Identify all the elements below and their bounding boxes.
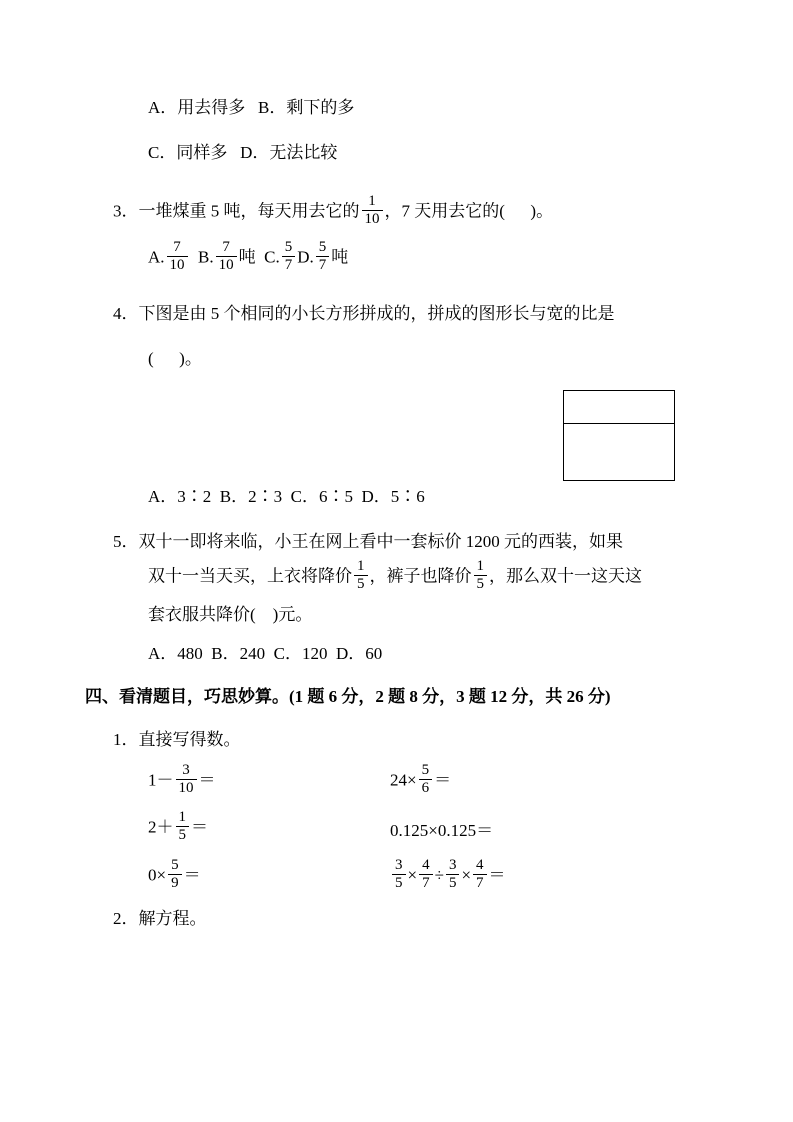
fraction-5-7 (282, 239, 296, 275)
q3-option-a-label: A. (148, 247, 165, 267)
fraction-numerator: 4 (419, 857, 433, 875)
fraction-numerator: 5 (282, 239, 296, 257)
calc-pre: 2＋ (148, 817, 174, 837)
fraction-numerator: 1 (354, 558, 368, 576)
fraction-denominator: 7 (476, 874, 484, 891)
calc-expression-decimal-multiply: 0.125×0.125＝ (390, 821, 494, 841)
question-2-options-row-2 (148, 140, 793, 165)
option-gap (227, 143, 240, 162)
option-gap (245, 98, 258, 117)
fraction-5-9 (168, 857, 182, 893)
fraction-denominator: 7 (284, 256, 293, 273)
section-4-item-2-title: 2．解方程。 (113, 909, 207, 928)
fraction-numerator: 1 (362, 193, 383, 211)
question-4-options: A．3∶2 B．2∶3 C．6∶5 D．5∶6 (148, 487, 425, 506)
question-5-options: A．480 B．240 C．120 D．60 (148, 643, 383, 663)
q3-option-b-unit: 吨 (238, 247, 256, 267)
fraction-1-5 (176, 809, 190, 845)
fraction-numerator: 1 (474, 558, 488, 576)
q2-option-c: C．同样多 (148, 143, 228, 162)
question-4-stem-line-2: ( )。 (148, 349, 202, 368)
equals-sign: ＝ (191, 817, 208, 837)
fraction-numerator: 5 (316, 239, 330, 257)
fraction-denominator: 5 (357, 576, 365, 593)
fraction-denominator: 6 (421, 779, 430, 796)
figure-top-rectangle (563, 390, 675, 424)
fraction-7-10 (216, 239, 237, 275)
fraction-numerator: 4 (473, 857, 487, 875)
calc-row-1 (148, 761, 793, 800)
figure-bottom-rectangle (563, 424, 675, 481)
calc-pre: 0× (148, 865, 167, 885)
question-5-stem-line-3: 套衣服共降价( )元。 (148, 604, 313, 624)
calc-expression-fraction-chain (390, 856, 506, 895)
q3-option-d-label: D. (297, 247, 314, 267)
equals-sign: ＝ (198, 770, 216, 790)
question-3-options (148, 238, 793, 277)
fraction-denominator: 7 (318, 256, 327, 273)
q3-option-b-label: B. (189, 247, 214, 267)
fraction-numerator: 3 (446, 857, 460, 875)
q3-stem-pre: 3．一堆煤重 5 吨，每天用去它的 (113, 201, 360, 221)
fraction-1-5 (354, 558, 368, 594)
section-4-item-1-title: 1．直接写得数。 (113, 729, 241, 749)
q3-option-d-unit: 吨 (331, 247, 349, 267)
fraction-4-7 (419, 857, 433, 893)
calc-pre: 24× (390, 770, 417, 790)
q2-option-b: B．剩下的多 (258, 98, 355, 117)
fraction-7-10 (167, 239, 188, 275)
fraction-numerator: 5 (419, 762, 433, 780)
fraction-3-5 (446, 857, 460, 893)
q5-line2-pre: 双十一当天买，上衣将降价 (148, 566, 352, 586)
rectangles-figure (563, 390, 675, 482)
question-5-stem-line-2 (148, 560, 793, 596)
question-5-stem-line-1: 5．双十一即将来临，小王在网上看中一套标价 1200 元的西装，如果 (113, 532, 623, 551)
equals-sign: ＝ (434, 770, 452, 790)
calc-pre: 1－ (148, 770, 174, 790)
multiply-sign: × (407, 865, 418, 885)
fraction-denominator: 10 (364, 211, 380, 228)
fraction-denominator: 10 (218, 256, 234, 273)
fraction-numerator: 3 (176, 762, 197, 780)
section-4-heading: 四、看清题目，巧思妙算。(1 题 6 分，2 题 8 分，3 题 12 分，共 26 分) (85, 686, 611, 706)
fraction-denominator: 5 (448, 874, 457, 891)
multiply-sign: × (461, 865, 472, 885)
fraction-5-6 (419, 762, 433, 798)
fraction-denominator: 10 (169, 256, 185, 273)
equals-sign: ＝ (183, 865, 201, 885)
q5-line2-mid: ，裤子也降价 (369, 566, 472, 586)
fraction-numerator: 7 (216, 239, 237, 257)
fraction-3-10 (176, 762, 197, 798)
question-3-stem (113, 195, 793, 231)
equals-sign: ＝ (488, 865, 506, 885)
fraction-1-5 (474, 558, 488, 594)
calc-row-2 (148, 811, 793, 847)
calc-expression-24-times-5-6 (390, 761, 452, 800)
fraction-numerator: 3 (392, 857, 406, 875)
fraction-denominator: 9 (171, 874, 179, 891)
q3-stem-post: ，7 天用去它的( )。 (384, 201, 554, 221)
q2-option-d: D．无法比较 (240, 143, 338, 162)
calc-expression-1-minus-3-10 (148, 761, 390, 800)
fraction-denominator: 10 (178, 779, 194, 796)
fraction-denominator: 5 (395, 874, 403, 891)
divide-sign: ÷ (434, 865, 444, 885)
q2-option-a: A．用去得多 (148, 98, 246, 117)
question-4-stem-line-1: 4．下图是由 5 个相同的小长方形拼成的，拼成的图形长与宽的比是 (113, 304, 615, 323)
q5-line2-post: ，那么双十一这天这 (489, 566, 642, 586)
fraction-numerator: 7 (167, 239, 188, 257)
calc-expression-2-plus-1-5 (148, 811, 390, 847)
fraction-denominator: 5 (476, 576, 484, 593)
fraction-denominator: 7 (422, 874, 430, 891)
question-2-options-row-1 (148, 95, 793, 120)
fraction-numerator: 1 (176, 809, 190, 827)
fraction-4-7 (473, 857, 487, 893)
fraction-5-7 (316, 239, 330, 275)
fraction-1-10 (362, 193, 383, 229)
q3-option-c-label: C. (255, 247, 280, 267)
fraction-numerator: 5 (168, 857, 182, 875)
fraction-denominator: 5 (178, 827, 186, 844)
calc-expression-0-times-5-9 (148, 856, 390, 895)
calc-row-3 (148, 856, 793, 895)
fraction-3-5 (392, 857, 406, 893)
